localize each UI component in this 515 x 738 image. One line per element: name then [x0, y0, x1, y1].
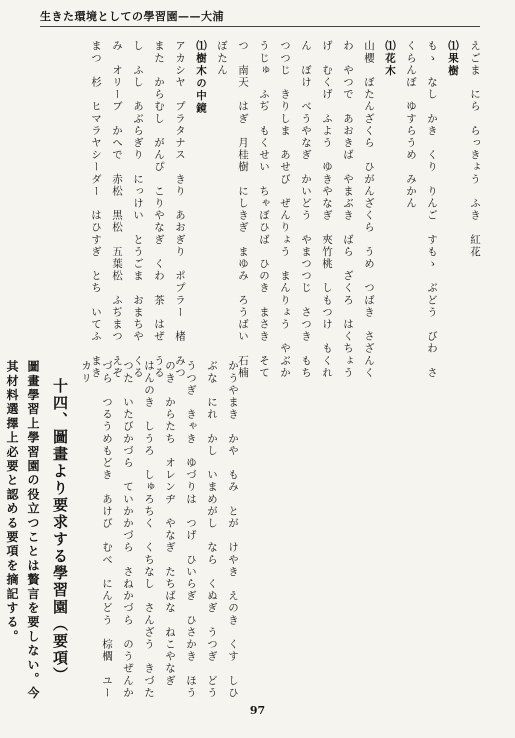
page-number: 97 [249, 704, 266, 717]
text-column: また からむし がんぴ こりやなぎ くわ 茶 はぜ うる [153, 40, 165, 379]
text-column: つつじ きりしま あせび ぜんりょう まんりょう やぶか [279, 40, 291, 379]
text-column: はんのき しうろ しゅろちく くちなし さんざう きづた [143, 360, 155, 699]
text-column: うつぎ きゃき ゆづりは つげ ひいらぎ ひさかき ほう [185, 360, 197, 699]
text-column: ぶな にれ かし いまめがし なら くぬぎ うつぎ どう [206, 360, 218, 699]
text-column: もゝ なし かき くり りんご すもゝ ぶどう びわ さ [426, 40, 438, 379]
text-column: 十四、圖畫より要求する學習園（要項） [51, 378, 69, 684]
text-column: ⑴果樹 [447, 40, 459, 78]
text-column: のき からたち オレンヂ やなぎ たちばな ねこやなぎ [164, 360, 176, 687]
text-column: 其材料選擇上必要と認める要項を摘記する。 [5, 360, 19, 644]
text-column: えごま にら らっきょう ふき 紅花 [469, 40, 481, 258]
text-column: ⑴樹木の中鏡 [195, 40, 207, 115]
text-column: し ふし あぶらぎり にっけい とうごま おまちや くる [132, 40, 144, 379]
text-column: かうやまき かや もみ とが けやき えのき くす しひ [227, 360, 239, 699]
text-column: つた いたびかづら ていかかづら さねかづら のうぜんか [122, 360, 134, 699]
text-column: げ むくげ ふよう ゆきやなぎ 夾竹桃 しもつけ もくれ [321, 40, 333, 379]
text-column: づら つるうめもどき あけび むべ にんどう 棕櫚 ユー [101, 360, 113, 699]
text-column: うじゅ ふぢ もくせい ちゃぼひば ひのき まさき そて [258, 40, 270, 379]
header-title: 生きた環境としての學習園——大浦 [40, 10, 224, 23]
text-column: 圖畫學習上學習園の役立つことは贅言を要しない。今 [26, 360, 40, 701]
text-column: くらんぼ ゆすらうめ みかん [405, 40, 417, 210]
text-column: カリ [80, 360, 92, 385]
text-column: まつ 杉 ヒマラヤシーダー はひすぎ とち いてふ まき [90, 40, 102, 379]
text-column: 山櫻 ぼたんざくら ひがんざくら うめ つばき さざんく [363, 40, 375, 379]
text-column: み オリーブ かへで 赤松 黒松 五葉松 ふぢまつ えぞ [111, 40, 123, 379]
text-column: ん ぼけ べうやなぎ かいどう やまつつじ さつき もち [300, 40, 312, 379]
running-header [40, 10, 480, 27]
text-column: ⑴花木 [384, 40, 396, 78]
text-column: ぼたん [216, 40, 228, 77]
text-column: つ 南天 はぎ 月桂樹 にしきぎ まゆみ ろうばい 石楠 [237, 40, 249, 379]
text-column: アカシヤ プラタナス きり あおぎり ポプラー 楮 みつ [174, 40, 186, 379]
text-column: わ やつで あおきば やまぶき ばら ざくろ はくちょう [342, 40, 354, 379]
